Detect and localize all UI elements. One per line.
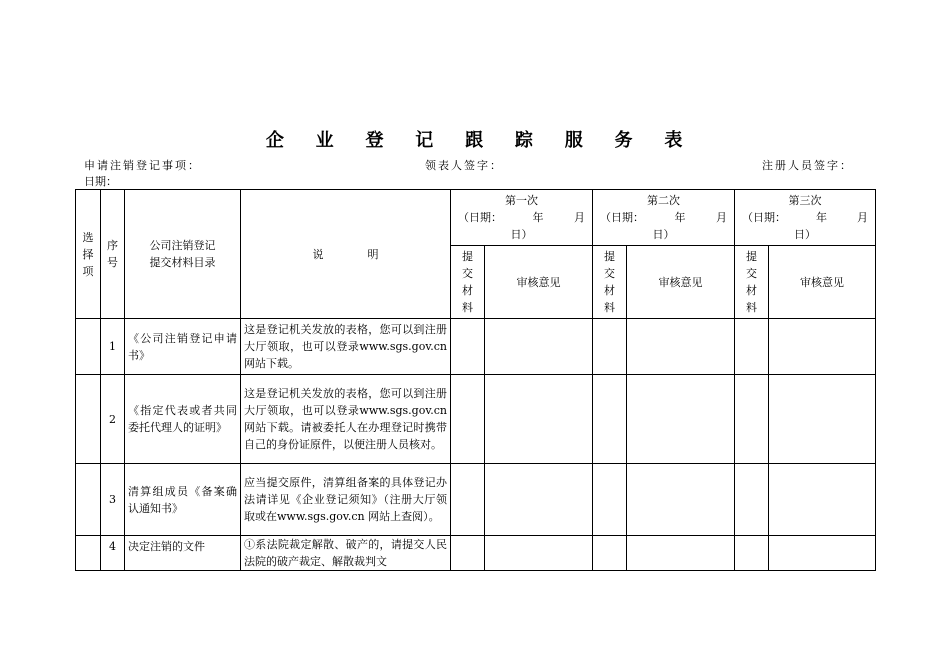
table-row bbox=[76, 536, 876, 571]
catalog-header: 公司注销登记 提交材料目录 bbox=[125, 190, 241, 319]
desc-header: 说 明 bbox=[241, 190, 451, 319]
review-cell[interactable] bbox=[485, 464, 593, 536]
title-char: 登 bbox=[365, 130, 386, 151]
catalog-cell: 清算组成员《备案确认通知书》 bbox=[125, 464, 241, 536]
submit-cell[interactable] bbox=[593, 464, 627, 536]
submit-header: 提 交 材 料 bbox=[735, 246, 769, 319]
select-cell[interactable] bbox=[76, 536, 101, 571]
select-cell[interactable] bbox=[76, 464, 101, 536]
submit-cell[interactable] bbox=[593, 536, 627, 571]
seq-header: 序 号 bbox=[101, 190, 125, 319]
review-cell[interactable] bbox=[769, 464, 876, 536]
seq-cell: 2 bbox=[101, 375, 125, 464]
table-row bbox=[76, 375, 876, 464]
review-cell[interactable] bbox=[627, 464, 735, 536]
desc-cell: 这是登记机关发放的表格，您可以到注册大厅领取，也可以登录www.sgs.gov.cn 网站下载。 bbox=[241, 319, 451, 375]
review-cell[interactable] bbox=[627, 319, 735, 375]
select-cell[interactable] bbox=[76, 319, 101, 375]
title-char: 踪 bbox=[514, 130, 535, 151]
seq-cell: 1 bbox=[101, 319, 125, 375]
review-cell[interactable] bbox=[485, 536, 593, 571]
submit-cell[interactable] bbox=[451, 375, 485, 464]
title-char: 表 bbox=[664, 130, 685, 151]
apply-item-label: 申请注销登记事项： bbox=[84, 159, 201, 172]
title-char: 企 bbox=[265, 130, 286, 151]
review-cell[interactable] bbox=[769, 536, 876, 571]
review-header: 审核意见 bbox=[769, 246, 876, 319]
review-cell[interactable] bbox=[769, 319, 876, 375]
seq-cell: 4 bbox=[101, 536, 125, 571]
submit-cell[interactable] bbox=[593, 319, 627, 375]
title-char: 跟 bbox=[465, 130, 485, 151]
receiver-sign-label: 领表人签字： bbox=[425, 159, 503, 172]
submit-cell[interactable] bbox=[735, 319, 769, 375]
registrar-sign-label: 注册人员签字： bbox=[762, 159, 853, 172]
submit-cell[interactable] bbox=[735, 464, 769, 536]
review-cell[interactable] bbox=[627, 375, 735, 464]
round-3-header: 第三次 （日期： 年 月 日） bbox=[735, 190, 876, 246]
date-label: 日期： bbox=[84, 175, 117, 188]
catalog-cell: 《公司注销登记申请书》 bbox=[125, 319, 241, 375]
table-row bbox=[76, 464, 876, 536]
round-2-header: 第二次 （日期： 年 月 日） bbox=[593, 190, 735, 246]
submit-cell[interactable] bbox=[451, 319, 485, 375]
table-row bbox=[76, 319, 876, 375]
submit-cell[interactable] bbox=[451, 464, 485, 536]
desc-cell: ①系法院裁定解散、破产的，请提交人民法院的破产裁定、解散裁判文 bbox=[241, 536, 451, 571]
title-char: 记 bbox=[415, 130, 436, 151]
submit-cell[interactable] bbox=[735, 536, 769, 571]
title-char: 业 bbox=[315, 130, 336, 151]
select-cell[interactable] bbox=[76, 375, 101, 464]
select-header: 选 择 项 bbox=[76, 190, 101, 319]
review-cell[interactable] bbox=[627, 536, 735, 571]
submit-header: 提 交 材 料 bbox=[451, 246, 485, 319]
review-header: 审核意见 bbox=[627, 246, 735, 319]
review-cell[interactable] bbox=[769, 375, 876, 464]
submit-cell[interactable] bbox=[451, 536, 485, 571]
review-cell[interactable] bbox=[485, 375, 593, 464]
review-cell[interactable] bbox=[485, 319, 593, 375]
round-1-header: 第一次 （日期： 年 月 日） bbox=[451, 190, 593, 246]
page-title bbox=[0, 126, 950, 152]
catalog-cell: 《指定代表或者共同委托代理人的证明》 bbox=[125, 375, 241, 464]
title-char: 服 bbox=[564, 130, 585, 151]
seq-cell: 3 bbox=[101, 464, 125, 536]
submit-header: 提 交 材 料 bbox=[593, 246, 627, 319]
submit-cell[interactable] bbox=[735, 375, 769, 464]
desc-cell: 这是登记机关发放的表格，您可以到注册大厅领取，也可以登录www.sgs.gov.cn 网站下载。请被委托人在办理登记时携带自己的身份证原件，以便注册人员核对。 bbox=[241, 375, 451, 464]
catalog-cell: 决定注销的文件 bbox=[125, 536, 241, 571]
tracking-form-table bbox=[75, 189, 876, 571]
review-header: 审核意见 bbox=[485, 246, 593, 319]
desc-cell: 应当提交原件，清算组备案的具体登记办法请详见《企业登记须知》（注册大厅领取或在www.sgs.gov.cn 网站上查阅）。 bbox=[241, 464, 451, 536]
title-char: 务 bbox=[614, 130, 635, 151]
submit-cell[interactable] bbox=[593, 375, 627, 464]
